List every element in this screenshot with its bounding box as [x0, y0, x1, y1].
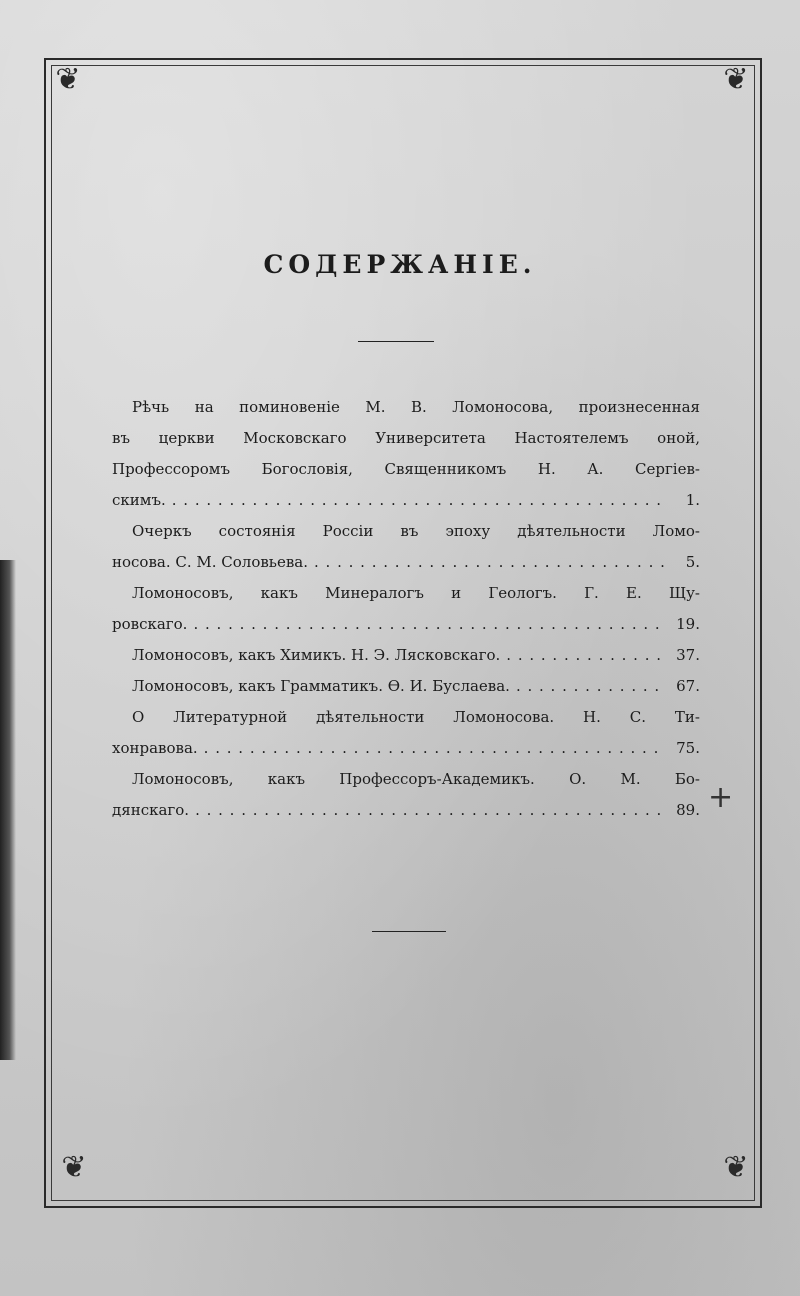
toc-entry — [112, 640, 700, 671]
divider-top — [358, 341, 434, 342]
toc-entry-text: скимъ. — [112, 491, 166, 509]
toc-entry-text: дянскаго. — [112, 801, 190, 819]
toc-entry-text: хонравова. — [112, 739, 198, 757]
toc-entry — [112, 795, 700, 826]
toc-entry-text: носова. С. М. Соловьева. — [112, 553, 309, 571]
page-number: 5. — [685, 553, 700, 571]
toc-entry-text: Ломоносовъ, какъ Химикъ. Н. Э. Лясковскаго. — [132, 646, 501, 664]
toc-entry — [112, 609, 700, 640]
leader-dots — [195, 795, 664, 826]
toc-entry-line: Ломоносовъ, какъ Минералогъ и Геологъ. Г. Е. Щу- — [132, 584, 700, 602]
toc-entry — [112, 547, 700, 578]
toc-entry-text: Ломоносовъ, какъ Грамматикъ. Ѳ. И. Буслаева. — [132, 677, 510, 695]
leader-dots — [516, 671, 664, 702]
handwritten-mark: + — [708, 780, 734, 815]
corner-ornament-icon: ❦ — [55, 62, 81, 97]
corner-ornament-icon: ❦ — [723, 1150, 749, 1185]
toc-entry-line: Рѣчь на поминовеніе М. В. Ломоносова, произнесенная — [132, 398, 700, 416]
corner-ornament-icon: ❦ — [723, 62, 749, 97]
table-of-contents — [112, 392, 700, 826]
page-number: 37. — [676, 646, 700, 664]
toc-entry-line: Ломоносовъ, какъ Профессоръ-Академикъ. О. М. Бо- — [132, 770, 700, 788]
page-edge-shadow — [0, 560, 16, 1060]
leader-dots — [506, 640, 664, 671]
toc-entry-line: въ церкви Московскаго Университета Настоятелемъ оной, — [112, 429, 700, 447]
toc-entry — [112, 671, 700, 702]
page-number: 67. — [676, 677, 700, 695]
divider-bottom — [372, 931, 446, 932]
page-number: 75. — [676, 739, 700, 757]
leader-dots — [204, 733, 664, 764]
leader-dots — [193, 609, 664, 640]
toc-entry — [112, 485, 700, 516]
corner-ornament-icon: ❦ — [61, 1150, 87, 1185]
leader-dots — [172, 485, 664, 516]
toc-entry-line: О Литературной дѣятельности Ломоносова. Н. С. Ти- — [132, 708, 700, 726]
page-title: СОДЕРЖАНІЕ. — [263, 250, 537, 279]
toc-entry-line: Профессоромъ Богословія, Священникомъ Н. А. Сергіев- — [112, 460, 700, 478]
toc-entry-text: ровскаго. — [112, 615, 188, 633]
page-number: 19. — [676, 615, 700, 633]
page-number: 89. — [676, 801, 700, 819]
leader-dots — [314, 547, 664, 578]
toc-entry — [112, 733, 700, 764]
page-number: 1. — [685, 491, 700, 509]
toc-entry-line: Очеркъ состоянія Россіи въ эпоху дѣятельности Ломо- — [132, 522, 700, 540]
